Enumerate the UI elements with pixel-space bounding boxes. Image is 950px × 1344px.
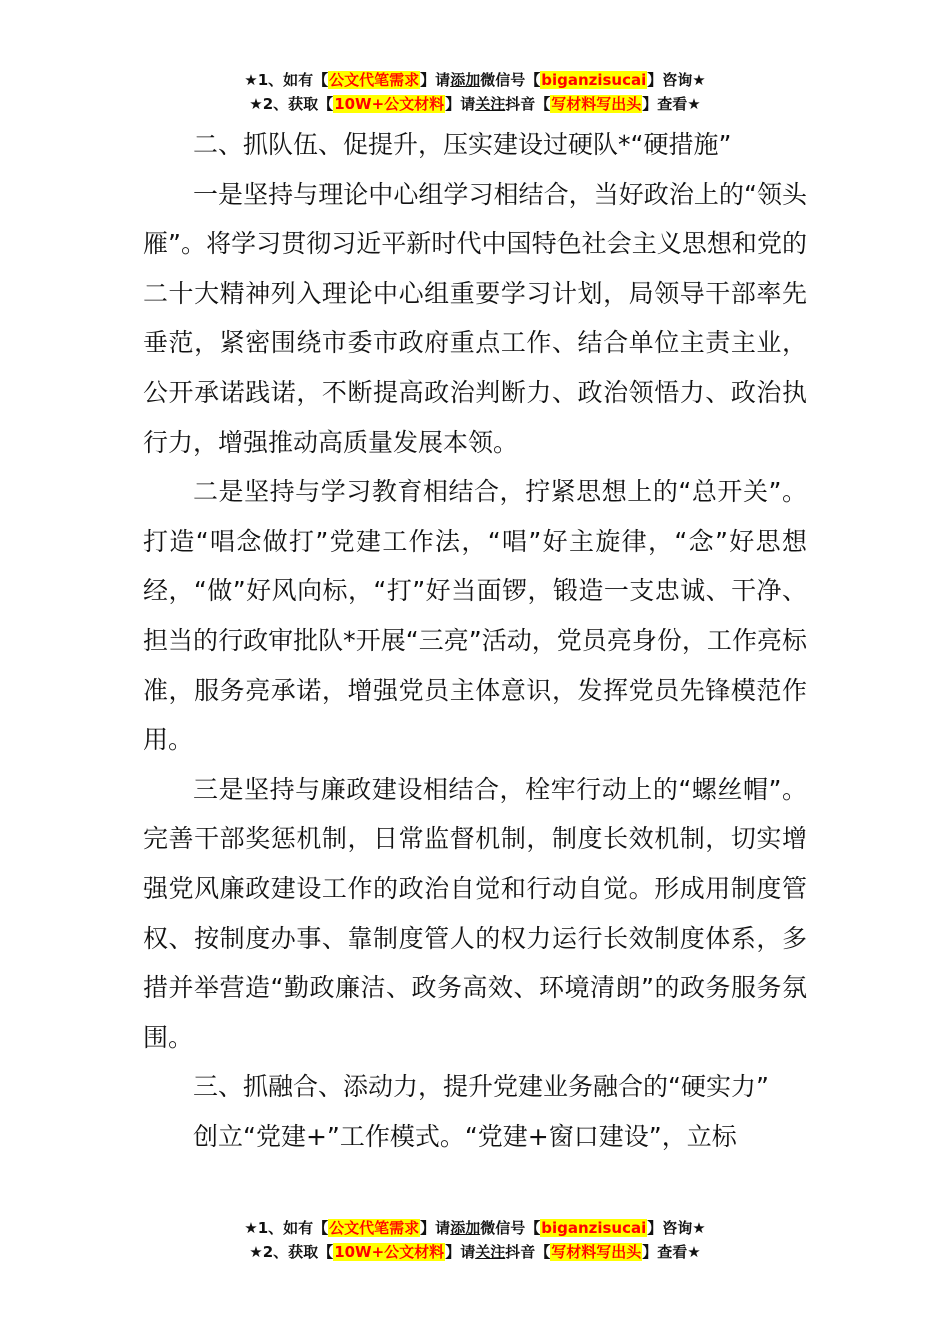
banner-text: 】查看★ [642,95,701,113]
banner-line-1 [0,68,950,92]
banner-underlined: 添加 [450,1219,481,1237]
banner-underlined: 关注 [475,1243,506,1261]
banner-text: 】请 [420,1219,451,1237]
banner-text: 】咨询★ [647,71,706,89]
section-heading: 三、抓融合、添动力，提升党建业务融合的“硬实力” [193,1072,769,1102]
body-paragraph: 三是坚持与廉政建设相结合，栓牢行动上的“螺丝帽”。完善干部奖惩机制，日常监督机制，制度长效机制，切实增强党风廉政建设工作的政治自觉和行动自觉。形成用制度管权、按制度办事、靠制度管人的权力运行长效制度体系，多措并举营造“勤政廉洁、政务高效、环境清朗”的政务服务氛围。 [143,774,807,1052]
banner-text: 抖音【 [505,1243,551,1261]
banner-line-2 [0,92,950,116]
banner-highlight: biganzisucai [541,71,647,89]
banner-highlight: 公文代笔需求 [329,71,420,89]
banner-text: 】请 [420,71,451,89]
banner-text: 微信号【 [480,1219,541,1237]
banner-text: 】请 [445,95,476,113]
banner-line-2 [0,1240,950,1264]
banner-text: ★1、如有【 [244,71,329,89]
banner-highlight: 10W+公文材料 [334,1243,445,1261]
banner-highlight: biganzisucai [541,1219,647,1237]
banner-text: ★1、如有【 [244,1219,329,1237]
section-heading: 二、抓队伍、促提升，压实建设过硬队*“硬措施” [193,130,732,159]
banner-highlight: 写材料写出头 [551,1243,642,1261]
banner-highlight: 10W+公文材料 [334,95,445,113]
banner-text: 】查看★ [642,1243,701,1261]
body-paragraph: 二是坚持与学习教育相结合，拧紧思想上的“总开关”。打造“唱念做打”党建工作法，“唱”好主旋律，“念”好思想经，“做”好风向标，“打”好当面锣，锻造一支忠诚、干净、担当的行政审批队*开展“三亮”活动，党员亮身份，工作亮标准，服务亮承诺，增强党员主体意识，发挥党员先锋模范作用。 [143,477,807,755]
banner-text: ★2、获取【 [249,1243,334,1261]
document-body [143,120,807,1161]
banner-line-1 [0,1216,950,1240]
banner-text: ★2、获取【 [249,95,334,113]
body-paragraph: 一是坚持与理论中心组学习相结合，当好政治上的“领头雁”。将学习贯彻习近平新时代中国特色社会主义思想和党的二十大精神列入理论中心组重要学习计划，局领导干部率先垂范，紧密围绕市委市政府重点工作、结合单位主责主业，公开承诺践诺，不断提高政治判断力、政治领悟力、政治执行力，增强推动高质量发展本领。 [143,179,807,457]
banner-text: 】请 [445,1243,476,1261]
banner-underlined: 关注 [475,95,506,113]
banner-highlight: 公文代笔需求 [329,1219,420,1237]
banner-highlight: 写材料写出头 [551,95,642,113]
footer-banner [0,1216,950,1264]
banner-underlined: 添加 [450,71,481,89]
banner-text: 微信号【 [480,71,541,89]
header-banner [0,68,950,116]
body-paragraph: 创立“党建+”工作模式。“党建+窗口建设”，立标 [193,1121,737,1151]
banner-text: 抖音【 [505,95,551,113]
banner-text: 】咨询★ [647,1219,706,1237]
